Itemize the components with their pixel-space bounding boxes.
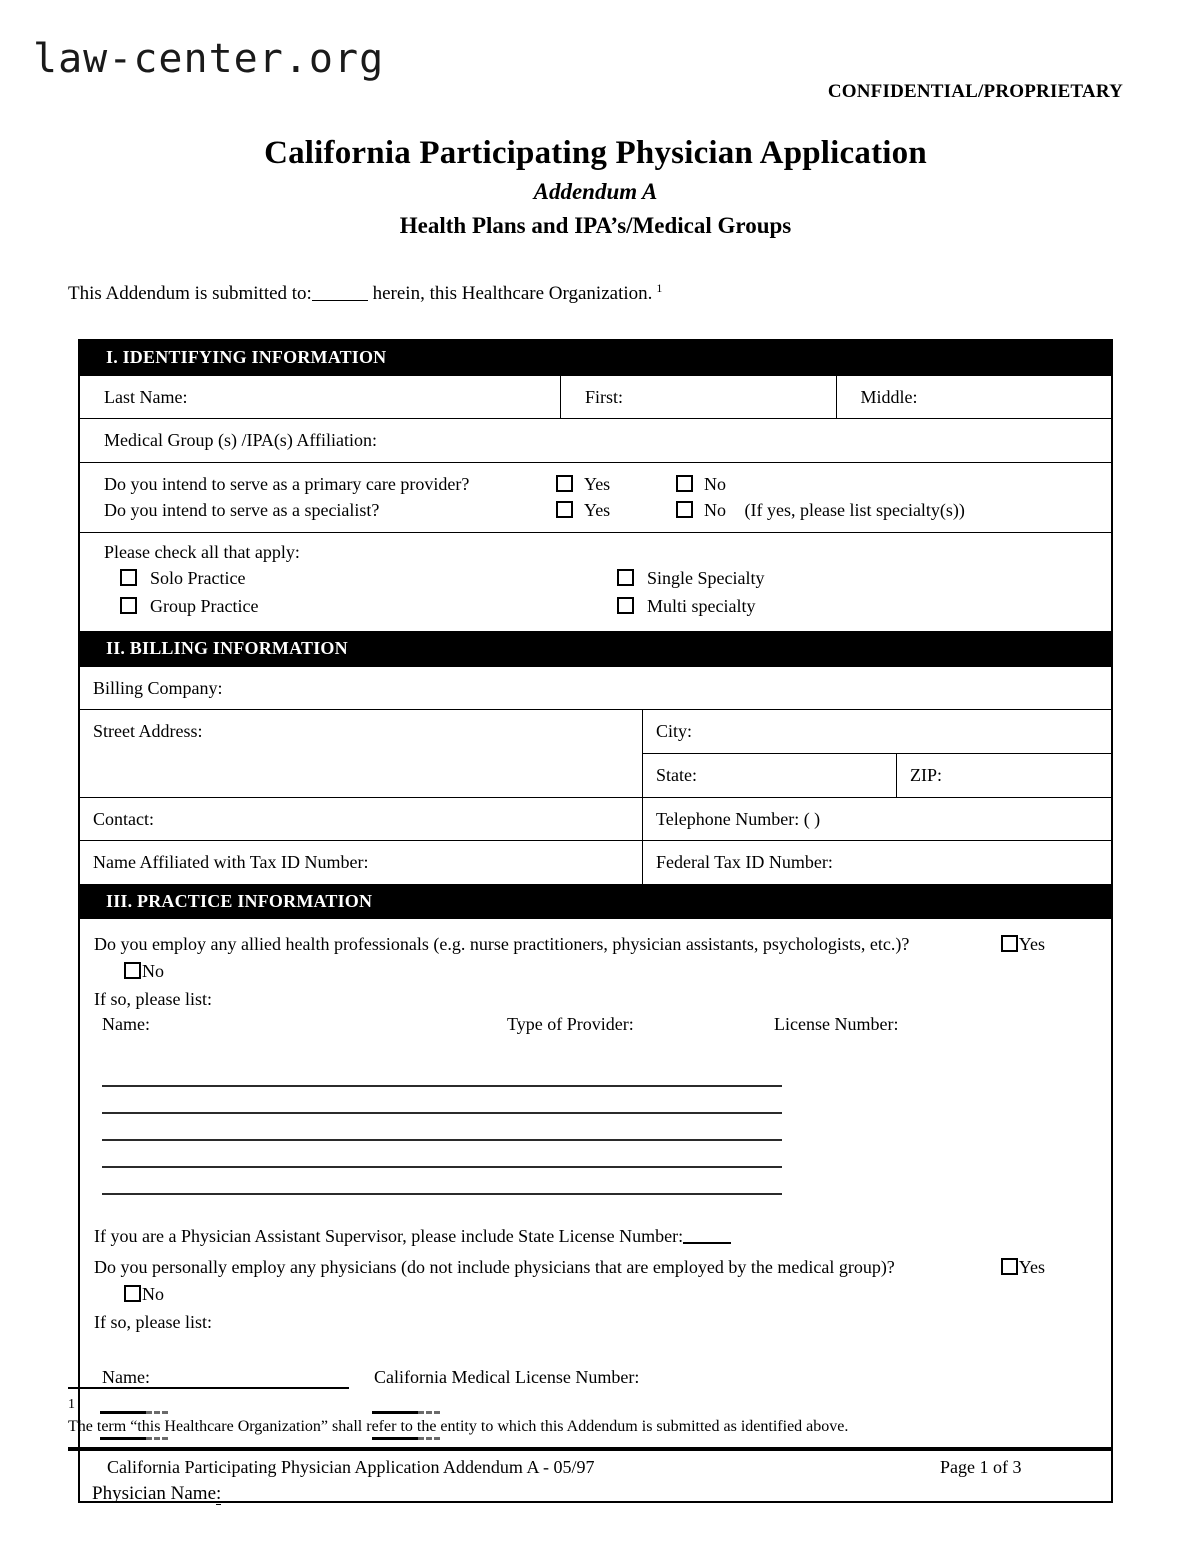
checkbox-icon[interactable]: [120, 597, 137, 614]
addendum-label: Addendum A: [533, 178, 658, 204]
serve-questions-row: [80, 462, 1111, 532]
serve-questions-cell: [80, 463, 1111, 532]
question-primary-care: [104, 471, 1111, 497]
entry-rule-dash[interactable]: [418, 1437, 440, 1440]
allied-yes-label: Yes: [1018, 934, 1045, 955]
field-state[interactable]: [643, 754, 896, 797]
checkbox-icon[interactable]: [124, 962, 141, 979]
allied-list-headers: [94, 1014, 1097, 1044]
field-street-address[interactable]: [80, 710, 642, 797]
section-header-practice: III. PRACTICE INFORMATION: [80, 884, 1111, 920]
application-form: [78, 339, 1113, 1503]
pa-supervisor-text: If you are a Physician Assistant Supervisor, please include State License Number:: [94, 1226, 684, 1247]
entry-rule-dash[interactable]: [418, 1411, 440, 1414]
footnote-marker: 1: [68, 1397, 75, 1412]
billing-company-label: Billing Company:: [93, 677, 223, 698]
blank-line[interactable]: [102, 1060, 782, 1087]
question-allied-health-text: Do you employ any allied health professionals (e.g. nurse practitioners, physician assistants, psychologists, etc.)?: [94, 934, 910, 955]
practice-body: [80, 919, 1111, 1501]
blank-line[interactable]: [102, 1141, 782, 1168]
question-specialist-text: Do you intend to serve as a specialist?: [104, 499, 380, 520]
address-row: [80, 709, 1111, 797]
state-label: State:: [656, 765, 697, 786]
option-single-specialty[interactable]: [617, 565, 764, 593]
section-header-identifying: I. IDENTIFYING INFORMATION: [80, 341, 1111, 376]
question-employ-physicians-text: Do you personally employ any physicians (do not include physicians that are employed by the medical group)?: [94, 1257, 895, 1278]
footer-document-id: California Participating Physician Application Addendum A - 05/97: [107, 1457, 595, 1477]
field-federal-tax-id[interactable]: [642, 841, 1111, 884]
practice-body-row: [80, 919, 1111, 1501]
question-primary-care-text: Do you intend to serve as a primary care provider?: [104, 473, 470, 494]
employ-if-so: If so, please list:: [94, 1312, 212, 1333]
footer-physician-name[interactable]: [92, 1483, 221, 1505]
primary-care-yes-option[interactable]: [556, 471, 676, 497]
primary-care-no-label: No: [704, 473, 726, 494]
specialist-yes-label: Yes: [584, 499, 611, 520]
employ-no-option[interactable]: [94, 1281, 1097, 1308]
specialist-note: (If yes, please list specialty(s)): [744, 499, 965, 520]
allied-if-so: If so, please list:: [94, 989, 212, 1010]
option-group-practice-label: Group Practice: [150, 595, 259, 616]
entry-rule[interactable]: [372, 1437, 418, 1440]
intro-line: [68, 281, 662, 305]
site-logo: law-center.org: [33, 36, 385, 82]
blank-line[interactable]: [102, 1087, 782, 1114]
confidential-notice: CONFIDENTIAL/PROPRIETARY: [827, 81, 1123, 102]
specialist-no-label: No: [704, 499, 726, 520]
city-state-zip-group: [642, 710, 1111, 797]
specialist-no-option[interactable]: [676, 497, 965, 523]
checkbox-icon[interactable]: [1001, 1258, 1018, 1275]
affiliation-label: Medical Group (s) /IPA(s) Affiliation:: [104, 430, 377, 451]
section-header-billing: II. BILLING INFORMATION: [80, 631, 1111, 667]
first-name-label: First:: [585, 386, 624, 407]
checkbox-icon[interactable]: [124, 1285, 141, 1302]
state-zip-row: [643, 753, 1111, 797]
field-middle-name[interactable]: [836, 376, 1111, 419]
last-name-label: Last Name:: [104, 386, 188, 407]
middle-name-label: Middle:: [860, 386, 918, 407]
entry-rule[interactable]: [100, 1437, 146, 1440]
field-billing-company[interactable]: [80, 667, 1111, 710]
field-tax-name[interactable]: [80, 841, 642, 884]
entry-rule-dash[interactable]: [146, 1411, 168, 1414]
question-allied-health: [94, 931, 1097, 958]
allied-no-label: No: [142, 961, 164, 982]
field-first-name[interactable]: [560, 376, 835, 419]
zip-label: ZIP:: [910, 765, 943, 786]
entry-rule[interactable]: [372, 1411, 418, 1414]
field-telephone[interactable]: [642, 798, 1111, 841]
apply-cell: [80, 533, 1111, 631]
apply-options: [94, 565, 1111, 621]
contact-label: Contact:: [93, 808, 154, 829]
allied-no-option[interactable]: [94, 958, 1097, 985]
page-title: California Participating Physician Application: [264, 135, 927, 171]
page-subtitle: Health Plans and IPA’s/Medical Groups: [399, 213, 792, 239]
employ-yes-label: Yes: [1018, 1257, 1045, 1278]
intro-before: This Addendum is submitted to:: [68, 283, 312, 304]
apply-instruction: Please check all that apply:: [104, 541, 300, 562]
footer-page-number: Page 1 of 3: [940, 1457, 1022, 1477]
entry-rule-dash[interactable]: [146, 1437, 168, 1440]
apply-row: [80, 532, 1111, 631]
question-employ-physicians: [94, 1254, 1097, 1281]
tax-row: [80, 840, 1111, 884]
name-row: [80, 376, 1111, 419]
allied-license-header: License Number:: [774, 1014, 899, 1035]
primary-care-yes-label: Yes: [584, 473, 611, 494]
checkbox-icon[interactable]: [617, 597, 634, 614]
footnote-ref: 1: [656, 281, 663, 295]
checkbox-icon[interactable]: [1001, 935, 1018, 952]
employ-no-label: No: [142, 1284, 164, 1305]
footer-physician-name-label: Physician Name: [92, 1483, 217, 1504]
field-last-name[interactable]: [80, 376, 560, 419]
primary-care-no-option[interactable]: [676, 471, 726, 497]
pa-supervisor-line: [94, 1223, 1097, 1250]
telephone-label: Telephone Number: ( ): [656, 808, 821, 829]
option-single-specialty-label: Single Specialty: [647, 567, 765, 588]
tax-name-label: Name Affiliated with Tax ID Number:: [93, 852, 369, 873]
footnote-text: The term “this Healthcare Organization” shall refer to the entity to which this Addendum is submitted as identified above.: [68, 1418, 849, 1435]
question-specialist: [104, 497, 1111, 523]
checkbox-icon[interactable]: [556, 501, 573, 518]
blank-line[interactable]: [102, 1114, 782, 1141]
field-contact[interactable]: [80, 798, 642, 841]
footnote-separator: [68, 1387, 349, 1389]
option-solo-practice-label: Solo Practice: [150, 567, 246, 588]
field-affiliation[interactable]: [80, 419, 1111, 462]
field-city[interactable]: [643, 710, 1111, 753]
option-multi-specialty-label: Multi specialty: [647, 595, 756, 616]
employ-list-headers: [94, 1367, 1097, 1399]
intro-blank-field[interactable]: [312, 300, 368, 301]
footer-separator: [68, 1447, 1113, 1451]
field-zip[interactable]: [896, 754, 1111, 797]
federal-tax-id-label: Federal Tax ID Number:: [656, 852, 833, 873]
footer-physician-name-colon: :: [216, 1483, 222, 1504]
checkbox-icon[interactable]: [120, 569, 137, 586]
contact-row: [80, 797, 1111, 841]
specialist-yes-option[interactable]: [556, 497, 676, 523]
checkbox-icon[interactable]: [617, 569, 634, 586]
employ-name-header: Name:: [102, 1366, 150, 1387]
option-multi-specialty[interactable]: [617, 593, 755, 621]
apply-row-2: [94, 593, 1111, 621]
checkbox-icon[interactable]: [676, 501, 693, 518]
street-address-label: Street Address:: [93, 721, 203, 742]
employ-yes-option[interactable]: [1001, 1254, 1045, 1281]
blank-line[interactable]: [102, 1168, 782, 1195]
allied-yes-option[interactable]: [1001, 931, 1045, 958]
checkbox-icon[interactable]: [556, 475, 573, 492]
billing-company-row: [80, 667, 1111, 710]
pa-license-field[interactable]: [683, 1242, 731, 1244]
entry-rule[interactable]: [100, 1411, 146, 1414]
city-label: City:: [656, 721, 693, 742]
checkbox-icon[interactable]: [676, 475, 693, 492]
option-group-practice[interactable]: [94, 593, 617, 621]
affiliation-row: [80, 418, 1111, 462]
intro-after: herein, this Healthcare Organization.: [372, 283, 653, 304]
allied-blank-lines: [94, 1060, 1097, 1195]
title-block: [0, 135, 1191, 240]
allied-type-header: Type of Provider:: [507, 1014, 634, 1035]
option-solo-practice[interactable]: [94, 565, 617, 593]
apply-row-1: [94, 565, 1111, 593]
employ-license-header: California Medical License Number:: [374, 1366, 640, 1387]
allied-name-header: Name:: [102, 1014, 150, 1035]
